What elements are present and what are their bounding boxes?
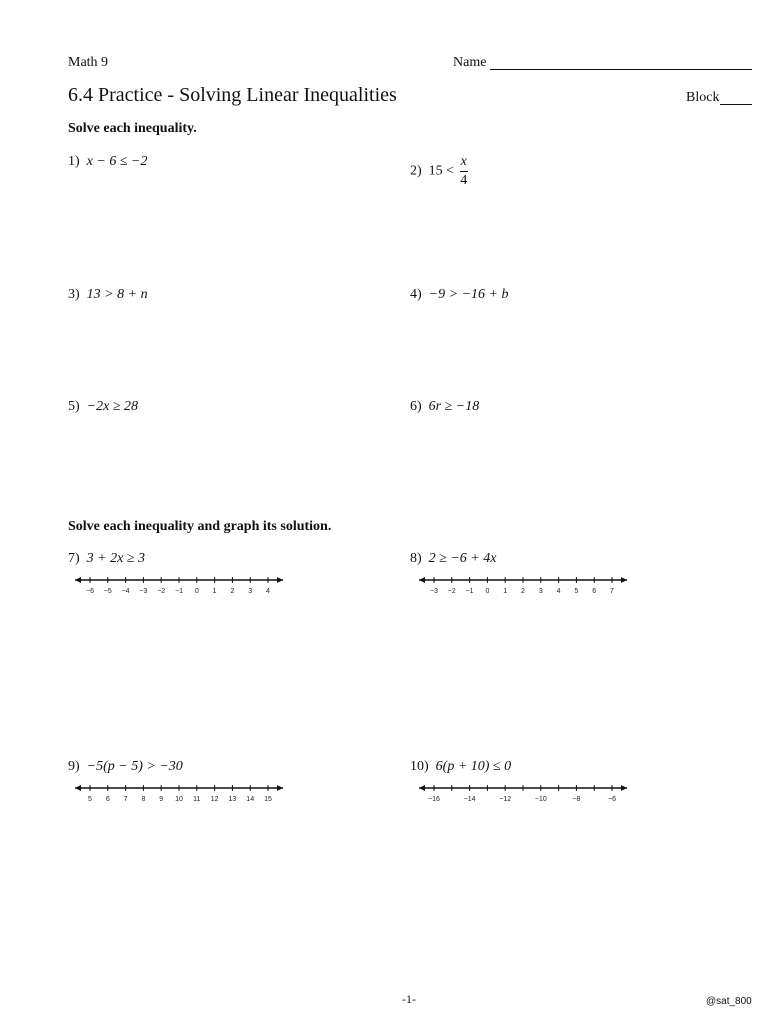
tick-label: 2: [521, 588, 525, 595]
tick-label: 0: [485, 588, 490, 595]
tick-label: 2: [230, 588, 235, 595]
tick-label: −3: [139, 588, 148, 595]
problem-6: [410, 399, 479, 415]
problem-number: 1): [68, 154, 80, 169]
tick-label: 6: [592, 588, 597, 595]
problem-number: 10): [410, 759, 429, 774]
tick-label: −14: [463, 796, 476, 803]
left-arrow-icon: [419, 785, 425, 791]
tick-label: −12: [499, 796, 512, 803]
problem-10: [410, 759, 511, 775]
tick-label: 3: [248, 588, 253, 595]
problem-expression: 13 > 8 + n: [86, 287, 148, 302]
tick-label: −2: [447, 588, 456, 595]
tick-label: −16: [428, 796, 440, 803]
left-arrow-icon: [75, 785, 81, 791]
problem-9: [68, 759, 183, 775]
problem-number: 8): [410, 551, 422, 566]
problem-number: 5): [68, 399, 80, 414]
course-label: Math 9: [68, 55, 109, 70]
tick-label: 11: [193, 796, 201, 803]
tick-label: 10: [175, 796, 183, 803]
problem-1: [68, 154, 147, 170]
name-label: Name: [453, 55, 487, 70]
tick-label: 7: [610, 588, 614, 595]
block-blank-line[interactable]: [720, 104, 752, 105]
page-title: 6.4 Practice - Solving Linear Inequalities: [68, 84, 397, 106]
problem-number: 3): [68, 287, 80, 302]
tick-label: 3: [538, 588, 543, 595]
tick-label: −6: [608, 796, 616, 803]
problem-number: 7): [68, 551, 80, 566]
problem-3: [68, 287, 148, 303]
tick-label: −2: [157, 588, 166, 595]
problem-expression: 6r ≥ −18: [428, 399, 480, 414]
tick-label: −1: [465, 588, 474, 595]
tick-label: 0: [194, 588, 199, 595]
right-arrow-icon: [621, 785, 627, 791]
fraction-numerator: x: [460, 155, 468, 172]
number-line-10[interactable]: [416, 782, 632, 808]
tick-label: 6: [105, 796, 110, 803]
tick-label: 7: [123, 796, 128, 803]
problem-expression: 6(p + 10) ≤ 0: [435, 759, 512, 774]
tick-label: 1: [503, 588, 508, 595]
tick-label: −1: [175, 588, 183, 595]
problem-2: [410, 155, 468, 188]
tick-label: 8: [141, 796, 146, 803]
tick-label: −10: [534, 796, 547, 803]
problem-expression: −9 > −16 + b: [428, 287, 509, 302]
problem-expression: −5(p − 5) > −30: [86, 759, 183, 774]
tick-label: 13: [228, 796, 237, 803]
left-arrow-icon: [419, 577, 425, 583]
fraction: [460, 155, 468, 188]
tick-label: −6: [86, 588, 94, 595]
problem-4: [410, 287, 508, 303]
problem-number: 4): [410, 287, 422, 302]
tick-label: 9: [159, 796, 164, 803]
block-label: Block: [686, 90, 720, 105]
problem-number: 9): [68, 759, 80, 774]
right-arrow-icon: [277, 785, 283, 791]
tick-label: 4: [556, 588, 561, 595]
problem-8: [410, 551, 496, 567]
tick-label: 12: [210, 796, 219, 803]
tick-label: 15: [264, 796, 272, 803]
problem-7: [68, 551, 145, 567]
number-line-9[interactable]: [72, 782, 288, 808]
left-arrow-icon: [75, 577, 81, 583]
section-heading-2: Solve each inequality and graph its solution.: [68, 519, 332, 534]
tick-label: 14: [246, 796, 255, 803]
tick-label: −5: [103, 588, 112, 595]
tick-label: 5: [88, 796, 92, 803]
problem-expression: −2x ≥ 28: [86, 399, 139, 414]
tick-label: 1: [212, 588, 217, 595]
section-heading-1: Solve each inequality.: [68, 121, 197, 136]
page-number: -1-: [402, 992, 416, 1006]
problem-expression: x − 6 ≤ −2: [86, 154, 148, 169]
tick-label: −8: [572, 796, 581, 803]
problem-number: 6): [410, 399, 422, 414]
number-line-7[interactable]: [72, 574, 288, 600]
tick-label: 5: [574, 588, 579, 595]
problem-expression: 2 ≥ −6 + 4x: [428, 551, 497, 566]
number-line-8[interactable]: [416, 574, 632, 600]
problem-expression-left: 15 <: [428, 163, 455, 179]
right-arrow-icon: [621, 577, 627, 583]
right-arrow-icon: [277, 577, 283, 583]
problem-5: [68, 399, 138, 415]
tick-label: 4: [266, 588, 270, 595]
problem-number: 2): [410, 163, 422, 179]
tick-label: −3: [430, 588, 438, 595]
name-blank-line[interactable]: [490, 69, 752, 70]
problem-expression: 3 + 2x ≥ 3: [86, 551, 146, 566]
tick-label: −4: [121, 588, 130, 595]
credit-tag: @sat_800: [706, 996, 752, 1007]
fraction-denominator: 4: [460, 173, 468, 188]
